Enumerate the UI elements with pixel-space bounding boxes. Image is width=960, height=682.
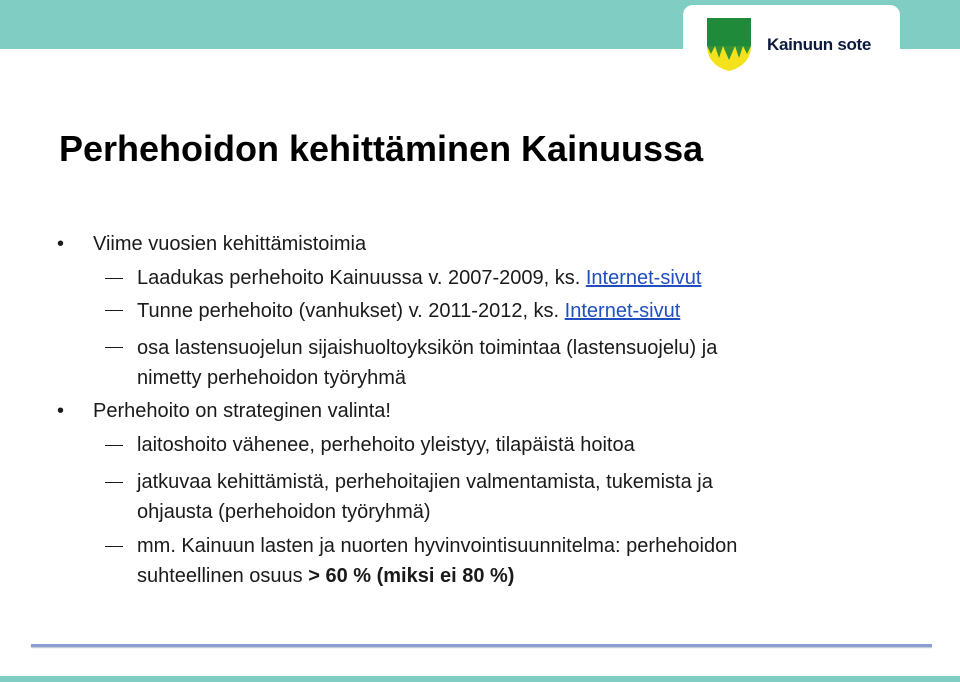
sub-item-6-line-2: suhteellinen osuus > 60 % (miksi ei 80 %)	[137, 565, 515, 587]
dash-icon	[105, 278, 123, 279]
dash-icon	[105, 445, 123, 446]
page-title: Perhehoidon kehittäminen Kainuussa	[59, 128, 704, 169]
logo-text: Kainuun sote	[767, 35, 872, 54]
sub-item-1: Laadukas perhehoito Kainuussa v. 2007-2009, ks. Internet-sivut	[137, 267, 702, 289]
emphasis-text: > 60 % (miksi ei 80 %)	[308, 565, 515, 587]
sub-item-2: Tunne perhehoito (vanhukset) v. 2011-2012, ks. Internet-sivut	[137, 300, 681, 322]
dash-icon	[105, 347, 123, 348]
sub-item-5-line-1: jatkuvaa kehittämistä, perhehoitajien valmentamista, tukemista ja	[137, 471, 713, 493]
bullet-item-2: Perhehoito on strateginen valinta!	[93, 400, 391, 422]
footer-divider	[31, 644, 932, 647]
internet-sivut-link-1[interactable]: Internet-sivut	[585, 267, 702, 289]
sub-item-3-line-1: osa lastensuojelun sijaishuoltoyksikön toimintaa (lastensuojelu) ja	[137, 337, 718, 359]
dash-icon	[105, 310, 123, 311]
sub-item-5-line-2: ohjausta (perhehoidon työryhmä)	[137, 501, 431, 523]
sub-item-6-line-1: mm. Kainuun lasten ja nuorten hyvinvointisuunnitelma: perhehoidon	[137, 535, 738, 557]
dash-icon	[105, 546, 123, 547]
bullet-icon: •	[57, 400, 65, 422]
internet-sivut-link-2[interactable]: Internet-sivut	[564, 300, 681, 322]
sub-item-3-line-2: nimetty perhehoidon työryhmä	[137, 367, 407, 389]
bullet-icon: •	[57, 233, 65, 255]
sub-item-4: laitoshoito vähenee, perhehoito yleistyy, tilapäistä hoitoa	[137, 434, 635, 456]
bottom-band	[0, 676, 960, 682]
bullet-item-1: Viime vuosien kehittämistoimia	[93, 233, 367, 255]
dash-icon	[105, 482, 123, 483]
